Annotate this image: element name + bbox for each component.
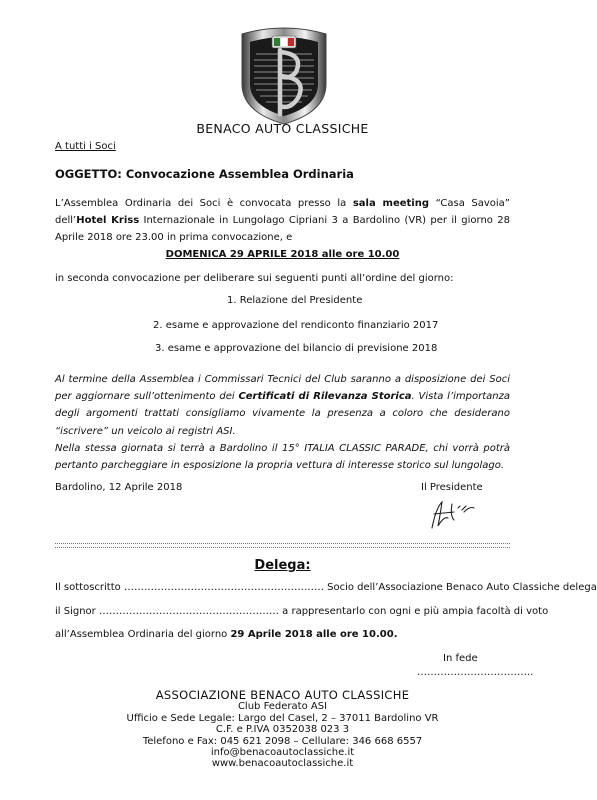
- footer-email: info@benacoautoclassiche.it: [210, 747, 355, 759]
- footer-line: Telefono e Fax: 045 621 2098 – Cellulare: 346 668 6557: [142, 735, 423, 747]
- place-date: Bardolino, 12 Aprile 2018: [55, 482, 183, 493]
- org-name: BENACO AUTO CLASSICHE: [196, 121, 369, 136]
- certificates-paragraph: Al termine della Assemblea i Commissari Tecnici del Club saranno a disposizione dei Soci per aggiornare sull’ottenimento dei Certificati di Rilevanza Storica. Vista l’importanza degli argomenti trattati consigliamo vivamente la presenza a coloro che desiderano “iscrivere” un veicolo ai registri ASI.: [55, 374, 511, 437]
- club-logo: [234, 24, 334, 128]
- agenda-item: 3. esame e approvazione del bilancio di previsione 2018: [155, 343, 438, 354]
- delega-line-1: Il sottoscritto …………………………………………………… Socio dell’Associazione Benaco Auto Classiche delega: [55, 582, 597, 593]
- footer-line: Ufficio e Sede Legale: Largo del Casel, 2 – 37011 Bardolino VR: [126, 712, 439, 724]
- signature-title: Il Presidente: [421, 482, 483, 493]
- in-fede-label: In fede: [443, 653, 478, 664]
- section-divider: [55, 543, 510, 548]
- agenda-item: 2. esame e approvazione del rendiconto finanziario 2017: [153, 320, 439, 331]
- signature-dots: ……………………………..: [417, 667, 534, 678]
- agenda-intro: in seconda convocazione per deliberare sui seguenti punti all’ordine del giorno:: [55, 273, 454, 284]
- footer-line: C.F. e P.IVA 0352038 023 3: [215, 724, 350, 736]
- president-signature: [426, 498, 486, 532]
- second-convocation-date: DOMENICA 29 APRILE 2018 alle ore 10.00: [165, 249, 400, 260]
- delega-line-2: il Signor ……………………………………………… a rappresentarlo con ogni e più ampia facoltà di voto: [55, 606, 549, 617]
- agenda-item: 1. Relazione del Presidente: [227, 295, 363, 306]
- name-field-dots: ……………………………………………………: [123, 582, 324, 593]
- delega-title: Delega:: [254, 558, 311, 573]
- footer-association-name: ASSOCIAZIONE BENACO AUTO CLASSICHE: [155, 688, 410, 702]
- delega-line-3: all’Assemblea Ordinaria del giorno 29 Aprile 2018 alle ore 10.00.: [55, 629, 398, 640]
- recipients: A tutti i Soci: [55, 141, 116, 152]
- subject-line: OGGETTO: Convocazione Assemblea Ordinaria: [55, 167, 354, 181]
- footer-line: Club Federato ASI: [237, 701, 328, 713]
- intro-paragraph: L’Assemblea Ordinaria dei Soci è convocata presso la sala meeting “Casa Savoia” dell’Hotel Kriss Internazionale in Lungolago Cipriani 3 a Bardolino (VR) per il giorno 28 Aprile 2018 ore 23.00 in prima convocazione, e: [55, 198, 510, 244]
- delegate-field-dots: ………………………………………………: [98, 606, 279, 617]
- footer-website: www.benacoautoclassiche.it: [211, 758, 354, 770]
- footer: [0, 690, 565, 770]
- parade-paragraph: Nella stessa giornata si terrà a Bardolino il 15° ITALIA CLASSIC PARADE, chi vorrà potrà pertanto parcheggiare in esposizione la propria vettura di interesse storico sul lungolago.: [55, 443, 510, 472]
